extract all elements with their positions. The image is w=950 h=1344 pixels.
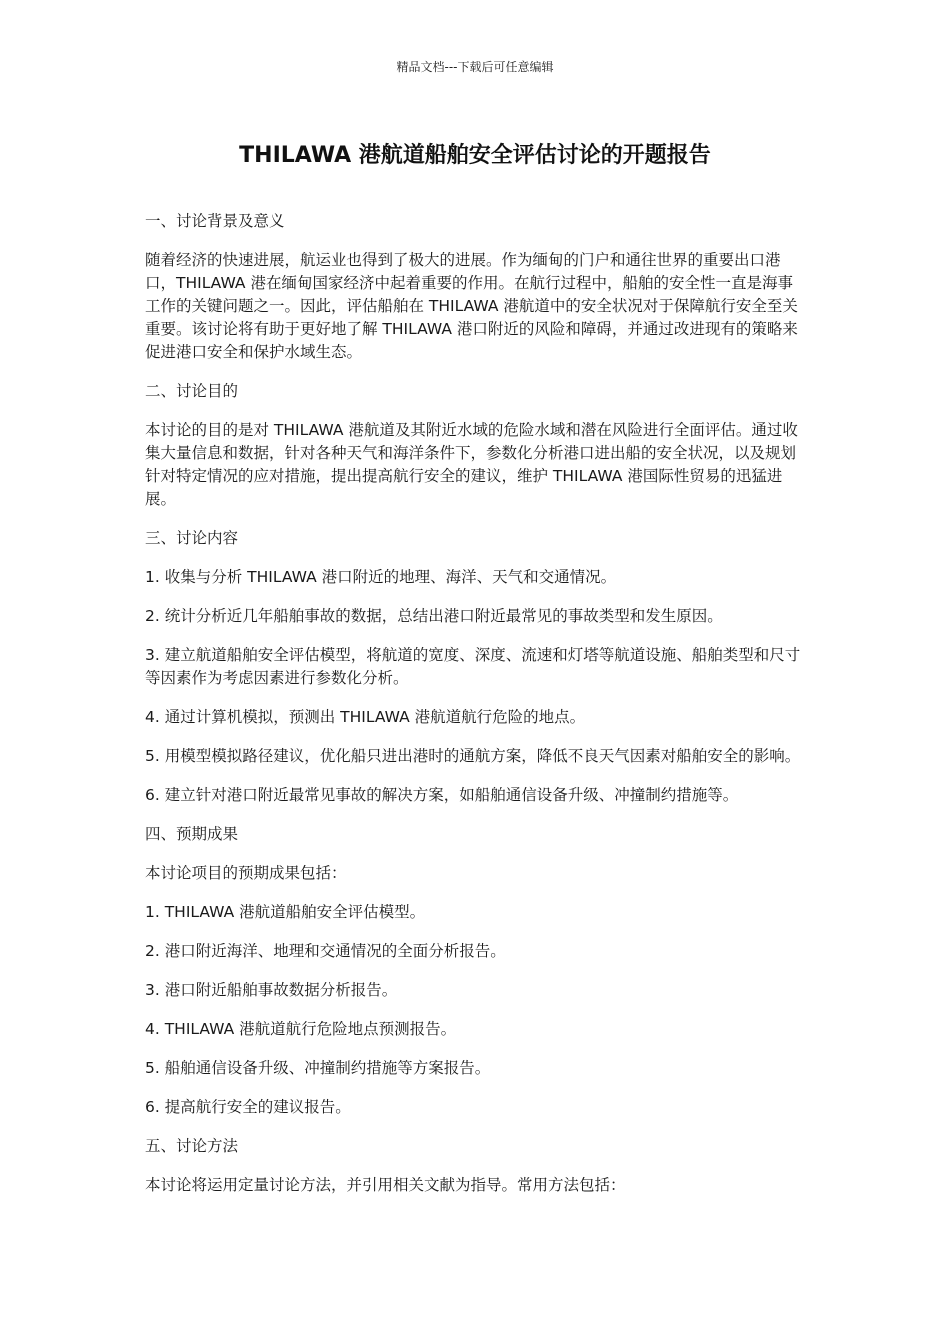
section-heading-background: 一、讨论背景及意义 [145,212,285,230]
list-item-content-1: 1. 收集与分析 THILAWA 港口附近的地理、海洋、天气和交通情况。 [145,568,617,586]
paragraph-results-intro: 本讨论项目的预期成果包括： [145,864,347,882]
list-item-results-6: 6. 提高航行安全的建议报告。 [145,1098,351,1116]
paragraph-purpose: 本讨论的目的是对 THILAWA 港航道及其附近水域的危险水域和潜在风险进行全面评估。通过收集大量信息和数据，针对各种天气和海洋条件下，参数化分析港口进出船的安全状况，以及规划针对特定情况的应对措施，提出提高航行安全的建议，维护 THILAWA 港国际性贸易的迅猛进展。 [145,421,798,508]
section-heading-purpose: 二、讨论目的 [145,382,239,400]
section-heading-methods: 五、讨论方法 [145,1137,239,1155]
list-item-results-2: 2. 港口附近海洋、地理和交通情况的全面分析报告。 [145,942,506,960]
document-body [145,210,805,1213]
list-item-content-5: 5. 用模型模拟路径建议，优化船只进出港时的通航方案，降低不良天气因素对船舶安全的影响。 [145,747,801,765]
paragraph-background: 随着经济的快速进展，航运业也得到了极大的进展。作为缅甸的门户和通往世界的重要出口港口，THILAWA 港在缅甸国家经济中起着重要的作用。在航行过程中，船舶的安全性一直是海事工作的关键问题之一。因此，评估船舶在 THILAWA 港航道中的安全状况对于保障航行安全至关重要。该讨论将有助于更好地了解 THILAWA 港口附近的风险和障碍，并通过改进现有的策略来促进港口安全和保护水域生态。 [145,251,798,361]
section-heading-content: 三、讨论内容 [145,529,239,547]
list-item-results-4: 4. THILAWA 港航道航行危险地点预测报告。 [145,1020,457,1038]
page-header: 精品文档---下载后可任意编辑 [396,60,554,74]
list-item-results-1: 1. THILAWA 港航道船舶安全评估模型。 [145,903,426,921]
document-title: THILAWA 港航道船舶安全评估讨论的开题报告 [239,143,711,168]
list-item-results-5: 5. 船舶通信设备升级、冲撞制约措施等方案报告。 [145,1059,491,1077]
paragraph-methods: 本讨论将运用定量讨论方法，并引用相关文献为指导。常用方法包括： [145,1176,626,1194]
list-item-results-3: 3. 港口附近船舶事故数据分析报告。 [145,981,398,999]
section-heading-results: 四、预期成果 [145,825,239,843]
list-item-content-4: 4. 通过计算机模拟，预测出 THILAWA 港航道航行危险的地点。 [145,708,586,726]
list-item-content-2: 2. 统计分析近几年船舶事故的数据，总结出港口附近最常见的事故类型和发生原因。 [145,607,723,625]
list-item-content-3: 3. 建立航道船舶安全评估模型，将航道的宽度、深度、流速和灯塔等航道设施、船舶类型和尺寸等因素作为考虑因素进行参数化分析。 [145,646,801,687]
list-item-content-6: 6. 建立针对港口附近最常见事故的解决方案，如船舶通信设备升级、冲撞制约措施等。 [145,786,739,804]
